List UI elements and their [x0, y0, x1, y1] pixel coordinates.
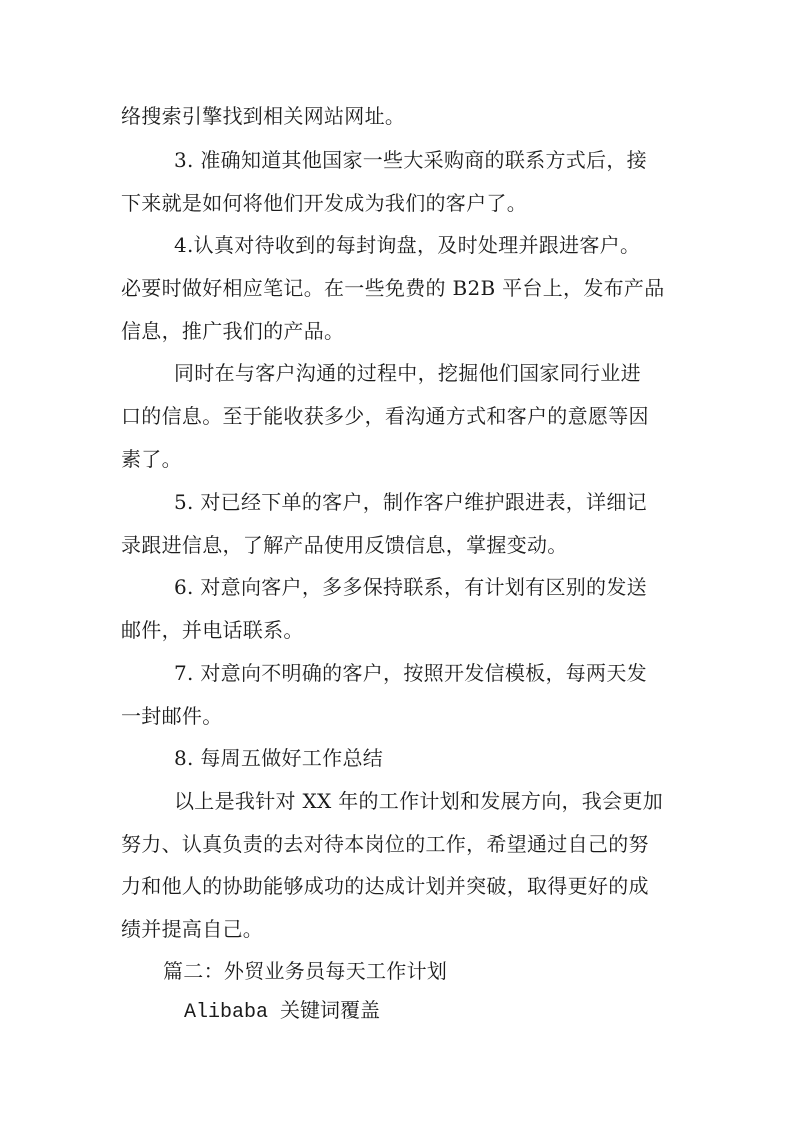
list-item-6-line-1: 6. 对意向客户，多多保持联系，有计划有区别的发送: [174, 575, 647, 599]
paragraph-line: 素了。: [121, 447, 182, 471]
list-item-7-line-1: 7. 对意向不明确的客户，按照开发信模板，每两天发: [174, 661, 647, 685]
list-item-6-line-2: 邮件，并电话联系。: [121, 618, 304, 642]
paragraph-line: 络搜索引擎找到相关网站网址。: [121, 104, 406, 128]
summary-paragraph-line-3: 力和他人的协助能够成功的达成计划并突破，取得更好的成: [121, 874, 649, 898]
list-item-5-line-1: 5. 对已经下单的客户，制作客户维护跟进表，详细记: [174, 490, 647, 514]
list-item-3-line-1: 3. 准确知道其他国家一些大采购商的联系方式后，接: [174, 148, 647, 172]
section-heading: 篇二：外贸业务员每天工作计划: [163, 959, 448, 983]
paragraph-line: 同时在与客户沟通的过程中，挖掘他们国家同行业进: [174, 361, 641, 385]
summary-paragraph-line-2: 努力、认真负责的去对待本岗位的工作，希望通过自己的努: [121, 832, 649, 856]
list-item-4-line-1: 4.认真对待收到的每封询盘，及时处理并跟进客户。: [174, 233, 641, 257]
list-item-3-line-2: 下来就是如何将他们开发成为我们的客户了。: [121, 191, 527, 215]
list-item-4-line-2: 必要时做好相应笔记。在一些免费的 B2B 平台上，发布产品: [121, 276, 665, 300]
list-item-7-line-2: 一封邮件。: [121, 704, 223, 728]
subsection-heading: Alibaba 关键词覆盖: [184, 1001, 381, 1024]
list-item-5-line-2: 录跟进信息，了解产品使用反馈信息，掌握变动。: [121, 533, 568, 557]
paragraph-line: 口的信息。至于能收获多少，看沟通方式和客户的意愿等因: [121, 404, 649, 428]
summary-paragraph-line-1: 以上是我针对 XX 年的工作计划和发展方向，我会更加: [174, 789, 663, 813]
summary-paragraph-line-4: 绩并提高自己。: [121, 917, 264, 941]
list-item-8-line-1: 8. 每周五做好工作总结: [174, 746, 384, 770]
list-item-4-line-3: 信息，推广我们的产品。: [121, 319, 345, 343]
